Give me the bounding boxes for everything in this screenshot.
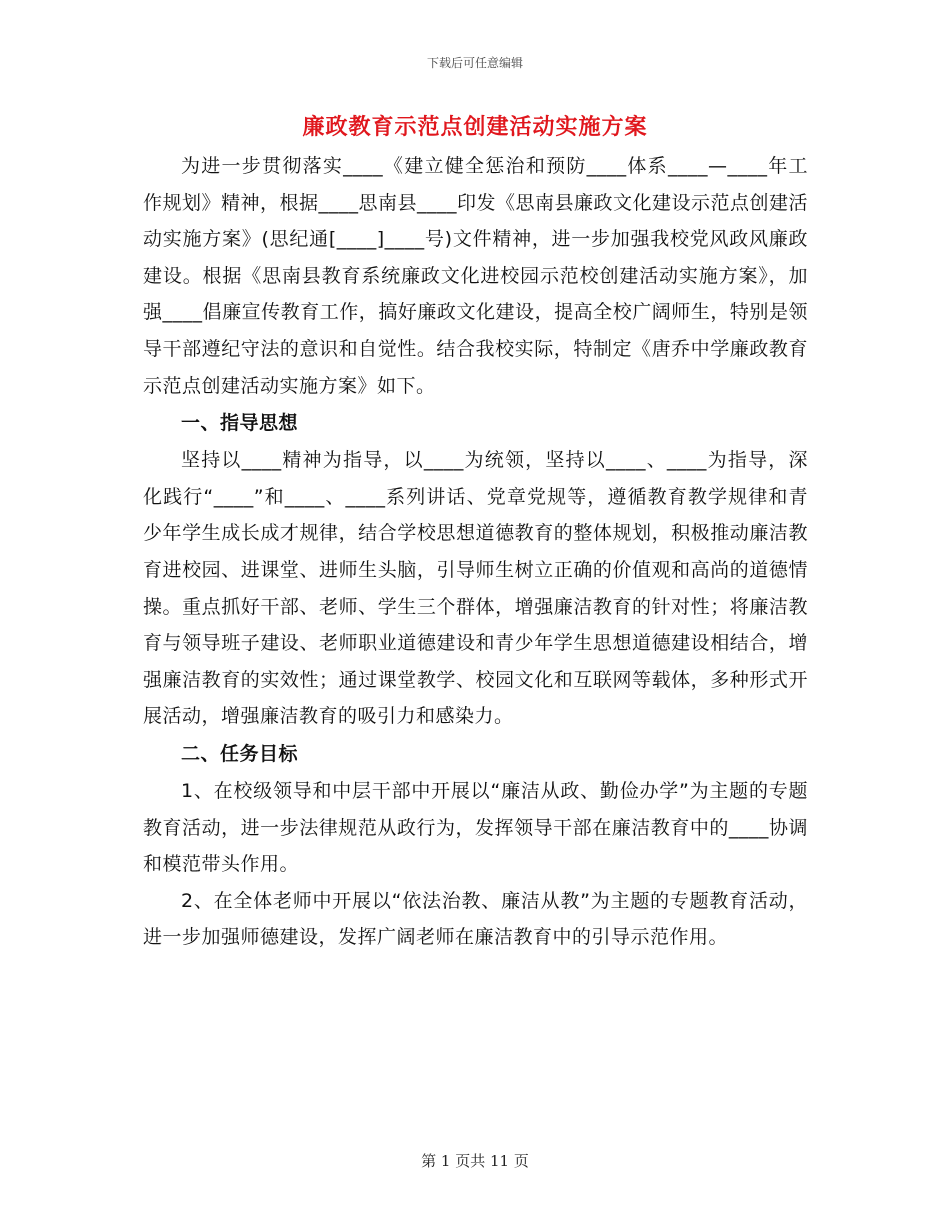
intro-paragraph: 为进一步贯彻落实____《建立健全惩治和预防____体系____—____年工作规划》精神，根据____思南县____印发《思南县廉政文化建设示范点创建活动实施方案》(思纪通[____]____号)文件精神，进一步加强我校党风政风廉政建设。根据《思南县教育系统廉政文化进校园示范校创建活动实施方案》，加强____倡廉宣传教育工作，搞好廉政文化建设，提高全校广阔师生，特别是领导干部遵纪守法的意识和自觉性。结合我校实际，特制定《唐乔中学廉政教育示范点创建活动实施方案》如下。 bbox=[143, 155, 809, 397]
task-goal-item-1: 1、在校级领导和中层干部中开展以“廉洁从政、勤俭办学”为主题的专题教育活动，进一步法律规范从政行为，发挥领导干部在廉洁教育中的____协调和模范带头作用。 bbox=[143, 779, 808, 876]
header-note: 下载后可任意编辑 bbox=[426, 56, 523, 70]
page-number-footer: 第 1 页共 11 页 bbox=[421, 1152, 529, 1170]
guiding-thought-paragraph: 坚持以____精神为指导，以____为统领，坚持以____、____为指导，深化践行“____”和____、____系列讲话、党章党规等，遵循教育教学规律和青少年学生成长成才规律，结合学校思想道德教育的整体规划，积极推动廉洁教育进校园、进课堂、进师生头脑，引导师生树立正确的价值观和高尚的道德情操。重点抓好干部、老师、学生三个群体，增强廉洁教育的针对性；将廉洁教育与领导班子建设、老师职业道德建设和青少年学生思想道德建设相结合，增强廉洁教育的实效性；通过课堂教学、校园文化和互联网等载体，多种形式开展活动，增强廉洁教育的吸引力和感染力。 bbox=[143, 449, 808, 728]
document-title: 廉政教育示范点创建活动实施方案 bbox=[302, 115, 648, 140]
task-goal-item-2: 2、在全体老师中开展以“依法治教、廉洁从教”为主题的专题教育活动，进一步加强师德建设，发挥广阔老师在廉洁教育中的引导示范作用。 bbox=[143, 889, 808, 949]
section-heading-task-goals: 二、任务目标 bbox=[181, 742, 299, 765]
section-heading-guiding-thought: 一、指导思想 bbox=[181, 412, 299, 435]
document-body bbox=[143, 148, 808, 956]
